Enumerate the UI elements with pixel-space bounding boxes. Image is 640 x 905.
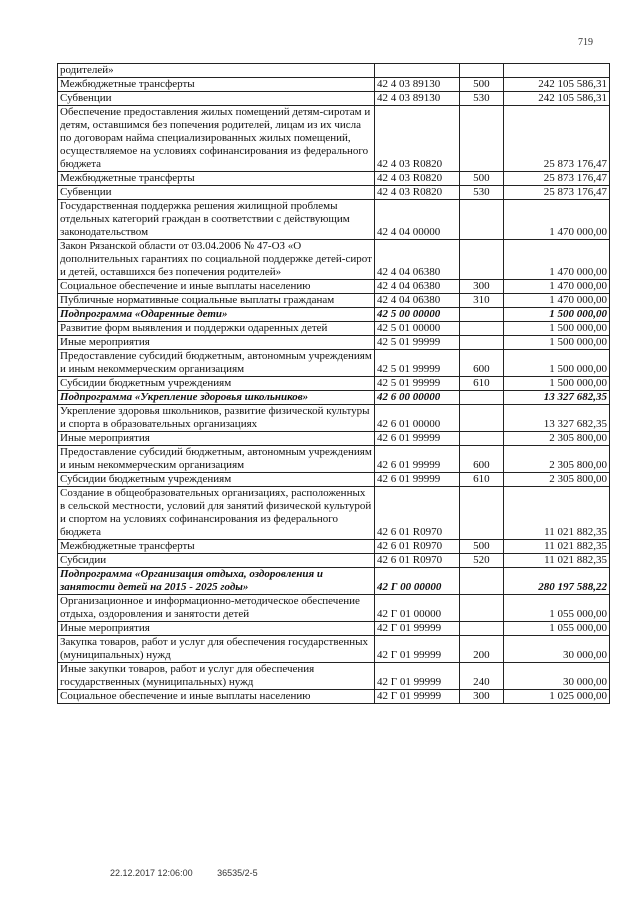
- row-code: 42 Г 01 99999: [375, 663, 460, 690]
- footer-datetime: 22.12.2017 12:06:00: [110, 868, 193, 878]
- row-code: 42 5 01 99999: [375, 377, 460, 391]
- row-code: 42 4 03 89130: [375, 92, 460, 106]
- row-name: Предоставление субсидий бюджетным, автономным учреждениям и иным некоммерческим организациям: [58, 350, 375, 377]
- table-row: [58, 240, 610, 280]
- row-amount: 1 025 000,00: [503, 690, 609, 704]
- table-row: [58, 322, 610, 336]
- row-amount: 2 305 800,00: [503, 446, 609, 473]
- row-amount: 11 021 882,35: [503, 554, 609, 568]
- row-type: 500: [460, 172, 504, 186]
- row-amount: 13 327 682,35: [503, 405, 609, 432]
- table-row: [58, 64, 610, 78]
- row-name: Предоставление субсидий бюджетным, автономным учреждениям и иным некоммерческим организациям: [58, 446, 375, 473]
- table-row: [58, 622, 610, 636]
- table-row: [58, 294, 610, 308]
- table-row: [58, 473, 610, 487]
- table-row: [58, 92, 610, 106]
- row-amount: 25 873 176,47: [503, 106, 609, 172]
- table-row: [58, 377, 610, 391]
- row-name: Межбюджетные трансферты: [58, 78, 375, 92]
- row-code: 42 4 04 06380: [375, 294, 460, 308]
- table-row: [58, 200, 610, 240]
- row-type: [460, 336, 504, 350]
- row-amount: 1 500 000,00: [503, 308, 609, 322]
- row-amount: 1 500 000,00: [503, 350, 609, 377]
- row-amount: [503, 64, 609, 78]
- row-type: 530: [460, 186, 504, 200]
- row-code: 42 4 03 R0820: [375, 172, 460, 186]
- row-code: 42 6 01 R0970: [375, 554, 460, 568]
- row-type: 500: [460, 78, 504, 92]
- table-row: [58, 350, 610, 377]
- row-name: Субвенции: [58, 186, 375, 200]
- table-row: [58, 595, 610, 622]
- row-type: 610: [460, 473, 504, 487]
- row-name: Обеспечение предоставления жилых помещений детям-сиротам и детям, оставшимся без попечения родителей, лицам из их числа по договорам найма специализированных жилых помещений, осуществляемое на условиях софинансирования из федерального бюджета: [58, 106, 375, 172]
- page-footer: [110, 868, 258, 878]
- row-type: [460, 322, 504, 336]
- row-amount: 25 873 176,47: [503, 172, 609, 186]
- row-name: Иные мероприятия: [58, 432, 375, 446]
- row-type: 200: [460, 636, 504, 663]
- row-type: [460, 391, 504, 405]
- row-code: 42 Г 01 00000: [375, 595, 460, 622]
- row-type: [460, 622, 504, 636]
- row-name: Подпрограмма «Укрепление здоровья школьников»: [58, 391, 375, 405]
- row-type: [460, 240, 504, 280]
- budget-table-body: [58, 64, 610, 704]
- table-row: [58, 405, 610, 432]
- row-code: 42 4 04 00000: [375, 200, 460, 240]
- row-name: Закон Рязанской области от 03.04.2006 № 47-ОЗ «О дополнительных гарантиях по социальной поддержке детей-сирот и детей, оставшихся без попечения родителей»: [58, 240, 375, 280]
- row-code: 42 Г 01 99999: [375, 690, 460, 704]
- row-amount: 2 305 800,00: [503, 473, 609, 487]
- row-type: 600: [460, 350, 504, 377]
- row-code: 42 6 01 R0970: [375, 540, 460, 554]
- row-type: [460, 200, 504, 240]
- row-amount: 1 500 000,00: [503, 336, 609, 350]
- row-type: 300: [460, 280, 504, 294]
- row-name: Межбюджетные трансферты: [58, 172, 375, 186]
- row-code: 42 4 03 R0820: [375, 106, 460, 172]
- row-type: 310: [460, 294, 504, 308]
- footer-doc-id: 36535/2-5: [217, 868, 258, 878]
- row-type: [460, 568, 504, 595]
- table-row: [58, 186, 610, 200]
- row-type: 240: [460, 663, 504, 690]
- table-row: [58, 690, 610, 704]
- row-name: Иные мероприятия: [58, 622, 375, 636]
- row-name: Иные мероприятия: [58, 336, 375, 350]
- row-name: Организационное и информационно-методическое обеспечение отдыха, оздоровления и занятости детей: [58, 595, 375, 622]
- table-row: [58, 446, 610, 473]
- row-code: 42 5 01 99999: [375, 336, 460, 350]
- row-name: Межбюджетные трансферты: [58, 540, 375, 554]
- row-type: 530: [460, 92, 504, 106]
- row-code: 42 6 01 99999: [375, 473, 460, 487]
- row-code: 42 5 01 99999: [375, 350, 460, 377]
- row-type: [460, 405, 504, 432]
- row-name: Укрепление здоровья школьников, развитие физической культуры и спорта в образовательных организациях: [58, 405, 375, 432]
- row-code: 42 6 01 99999: [375, 432, 460, 446]
- row-type: [460, 487, 504, 540]
- row-name: Создание в общеобразовательных организациях, расположенных в сельской местности, условий для занятий физической культурой и спортом на условиях софинансирования из федерального бюджета: [58, 487, 375, 540]
- row-name: Развитие форм выявления и поддержки одаренных детей: [58, 322, 375, 336]
- row-name: Социальное обеспечение и иные выплаты населению: [58, 280, 375, 294]
- row-amount: 1 500 000,00: [503, 377, 609, 391]
- table-row: [58, 540, 610, 554]
- row-amount: 25 873 176,47: [503, 186, 609, 200]
- table-row: [58, 172, 610, 186]
- row-amount: 30 000,00: [503, 663, 609, 690]
- row-code: 42 4 03 R0820: [375, 186, 460, 200]
- row-amount: 1 055 000,00: [503, 595, 609, 622]
- row-name: родителей»: [58, 64, 375, 78]
- table-row: [58, 78, 610, 92]
- row-code: 42 4 04 06380: [375, 280, 460, 294]
- row-type: 600: [460, 446, 504, 473]
- row-code: 42 6 01 R0970: [375, 487, 460, 540]
- table-row: [58, 554, 610, 568]
- row-code: 42 Г 01 99999: [375, 636, 460, 663]
- row-type: [460, 64, 504, 78]
- table-row: [58, 391, 610, 405]
- row-type: 300: [460, 690, 504, 704]
- row-amount: 242 105 586,31: [503, 92, 609, 106]
- table-row: [58, 636, 610, 663]
- row-type: [460, 308, 504, 322]
- row-amount: 1 470 000,00: [503, 240, 609, 280]
- row-amount: 242 105 586,31: [503, 78, 609, 92]
- row-code: 42 4 03 89130: [375, 78, 460, 92]
- table-row: [58, 663, 610, 690]
- row-code: [375, 64, 460, 78]
- row-code: 42 Г 00 00000: [375, 568, 460, 595]
- row-type: 520: [460, 554, 504, 568]
- row-amount: 11 021 882,35: [503, 540, 609, 554]
- row-name: Субсидии бюджетным учреждениям: [58, 473, 375, 487]
- row-type: 500: [460, 540, 504, 554]
- row-type: [460, 432, 504, 446]
- row-amount: 1 500 000,00: [503, 322, 609, 336]
- row-code: 42 6 01 99999: [375, 446, 460, 473]
- row-code: 42 5 00 00000: [375, 308, 460, 322]
- row-name: Закупка товаров, работ и услуг для обеспечения государственных (муниципальных) нужд: [58, 636, 375, 663]
- row-name: Подпрограмма «Организация отдыха, оздоровления и занятости детей на 2015 - 2025 годы»: [58, 568, 375, 595]
- row-amount: 1 470 000,00: [503, 200, 609, 240]
- row-code: 42 4 04 06380: [375, 240, 460, 280]
- page-number: 719: [578, 37, 593, 48]
- row-name: Социальное обеспечение и иные выплаты населению: [58, 690, 375, 704]
- row-name: Субсидии бюджетным учреждениям: [58, 377, 375, 391]
- row-code: 42 6 01 00000: [375, 405, 460, 432]
- table-row: [58, 487, 610, 540]
- table-row: [58, 568, 610, 595]
- row-name: Публичные нормативные социальные выплаты гражданам: [58, 294, 375, 308]
- row-amount: 280 197 588,22: [503, 568, 609, 595]
- row-type: 610: [460, 377, 504, 391]
- row-code: 42 5 01 00000: [375, 322, 460, 336]
- row-type: [460, 106, 504, 172]
- row-amount: 11 021 882,35: [503, 487, 609, 540]
- row-amount: 2 305 800,00: [503, 432, 609, 446]
- row-name: Иные закупки товаров, работ и услуг для обеспечения государственных (муниципальных) нужд: [58, 663, 375, 690]
- table-row: [58, 308, 610, 322]
- row-name: Субвенции: [58, 92, 375, 106]
- row-amount: 1 055 000,00: [503, 622, 609, 636]
- row-code: 42 6 00 00000: [375, 391, 460, 405]
- row-name: Субсидии: [58, 554, 375, 568]
- row-code: 42 Г 01 99999: [375, 622, 460, 636]
- row-amount: 13 327 682,35: [503, 391, 609, 405]
- row-name: Подпрограмма «Одаренные дети»: [58, 308, 375, 322]
- table-row: [58, 336, 610, 350]
- row-amount: 1 470 000,00: [503, 280, 609, 294]
- table-row: [58, 106, 610, 172]
- budget-table: [57, 63, 610, 704]
- row-name: Государственная поддержка решения жилищной проблемы отдельных категорий граждан в соответствии с действующим законодательством: [58, 200, 375, 240]
- table-row: [58, 280, 610, 294]
- row-amount: 30 000,00: [503, 636, 609, 663]
- table-row: [58, 432, 610, 446]
- row-amount: 1 470 000,00: [503, 294, 609, 308]
- row-type: [460, 595, 504, 622]
